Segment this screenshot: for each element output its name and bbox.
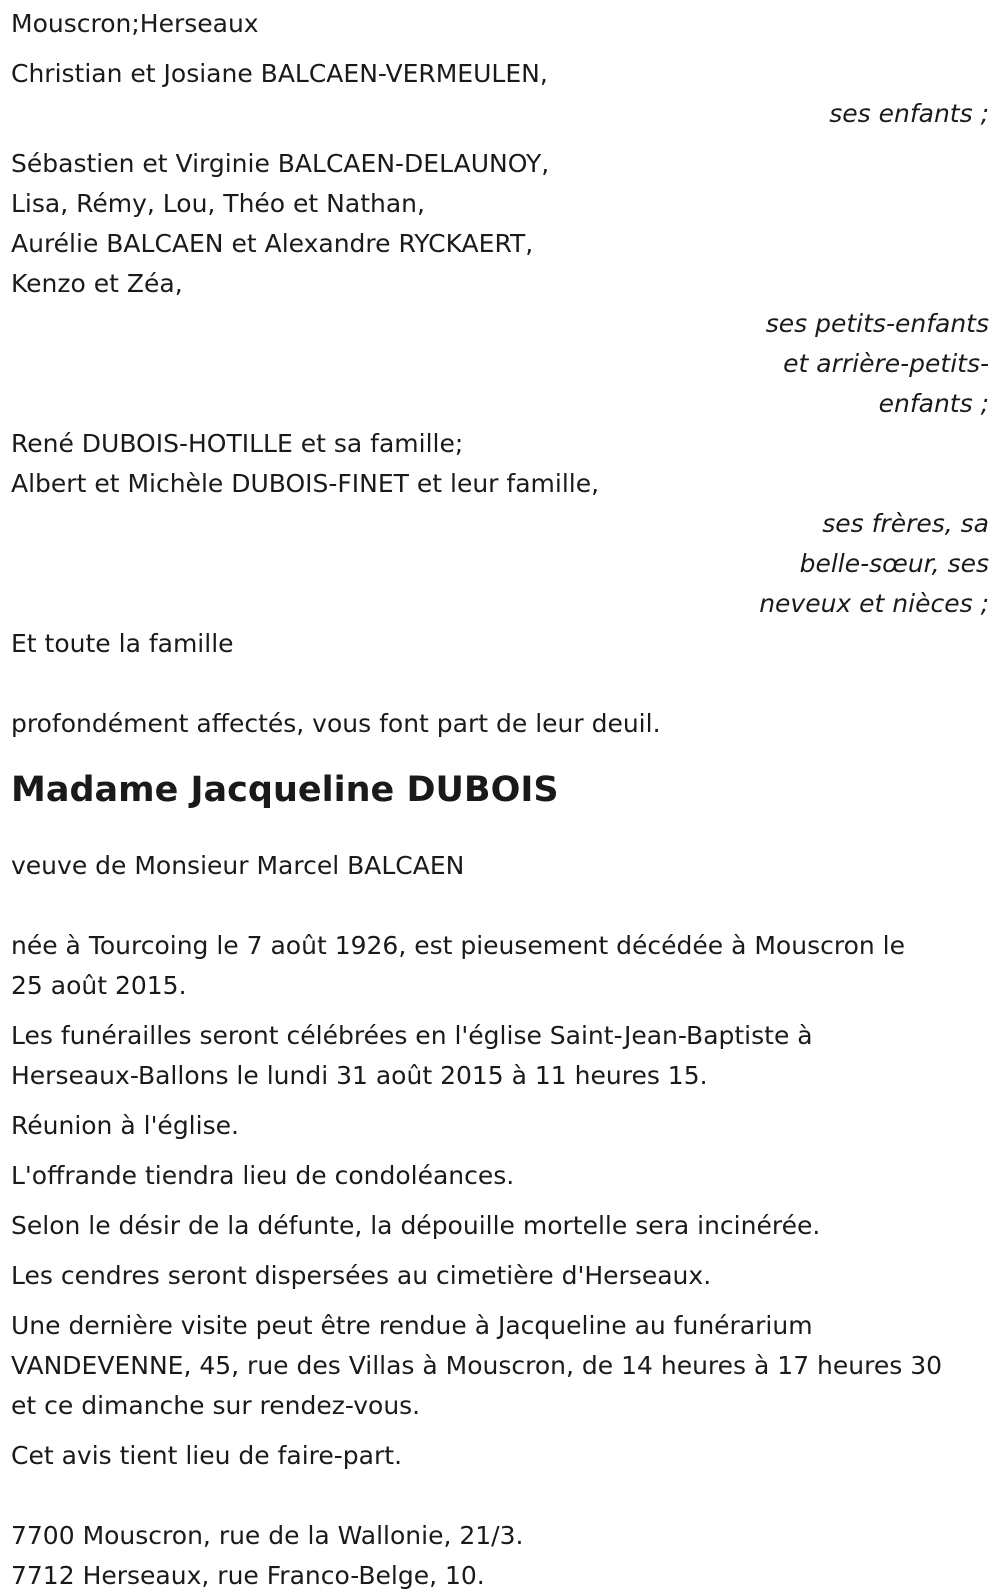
funeral-line: Les funérailles seront célébrées en l'église Saint-Jean-Baptiste à	[11, 1021, 813, 1050]
sibling-line: René DUBOIS-HOTILLE et sa famille;	[11, 429, 464, 458]
address-line: 7700 Mouscron, rue de la Wallonie, 21/3.	[11, 1521, 524, 1550]
visit-line: VANDEVENNE, 45, rue des Villas à Mouscron, de 14 heures à 17 heures 30	[11, 1351, 943, 1380]
ashes-info: Les cendres seront dispersées au cimetière d'Herseaux.	[11, 1261, 712, 1290]
whole-family: Et toute la famille	[11, 629, 234, 658]
children-names: Christian et Josiane BALCAEN-VERMEULEN,	[11, 59, 548, 88]
sibling-line: Albert et Michèle DUBOIS-FINET et leur famille,	[11, 469, 600, 498]
grandchildren-relation: et arrière-petits-	[783, 349, 989, 378]
grandchild-line: Lisa, Rémy, Lou, Théo et Nathan,	[11, 189, 425, 218]
grandchildren-relation: enfants ;	[878, 389, 989, 418]
siblings-relation: belle-sœur, ses	[799, 549, 989, 578]
grandchild-line: Sébastien et Virginie BALCAEN-DELAUNOY,	[11, 149, 550, 178]
birth-death-line: 25 août 2015.	[11, 971, 187, 1000]
meeting-info: Réunion à l'église.	[11, 1111, 239, 1140]
birth-death-line: née à Tourcoing le 7 août 1926, est pieusement décédée à Mouscron le	[11, 931, 905, 960]
obituary-notice	[11, 4, 989, 1596]
notice-text: Cet avis tient lieu de faire-part.	[11, 1441, 403, 1470]
siblings-relation: neveux et nièces ;	[759, 589, 989, 618]
children-relation: ses enfants ;	[829, 99, 989, 128]
grandchild-line: Aurélie BALCAEN et Alexandre RYCKAERT,	[11, 229, 534, 258]
siblings-relation: ses frères, sa	[822, 509, 989, 538]
funeral-line: Herseaux-Ballons le lundi 31 août 2015 à 11 heures 15.	[11, 1061, 708, 1090]
visit-line: Une dernière visite peut être rendue à Jacqueline au funérarium	[11, 1311, 813, 1340]
grandchild-line: Kenzo et Zéa,	[11, 269, 183, 298]
visit-line: et ce dimanche sur rendez-vous.	[11, 1391, 421, 1420]
deceased-name: Madame Jacqueline DUBOIS	[11, 770, 559, 810]
address-line: 7712 Herseaux, rue Franco-Belge, 10.	[11, 1561, 485, 1590]
spouse-info: veuve de Monsieur Marcel BALCAEN	[11, 851, 465, 880]
announcement-text: profondément affectés, vous font part de leur deuil.	[11, 709, 661, 738]
location-header: Mouscron;Herseaux	[11, 9, 259, 38]
cremation-info: Selon le désir de la défunte, la dépouille mortelle sera incinérée.	[11, 1211, 821, 1240]
offering-info: L'offrande tiendra lieu de condoléances.	[11, 1161, 515, 1190]
grandchildren-relation: ses petits-enfants	[765, 309, 989, 338]
